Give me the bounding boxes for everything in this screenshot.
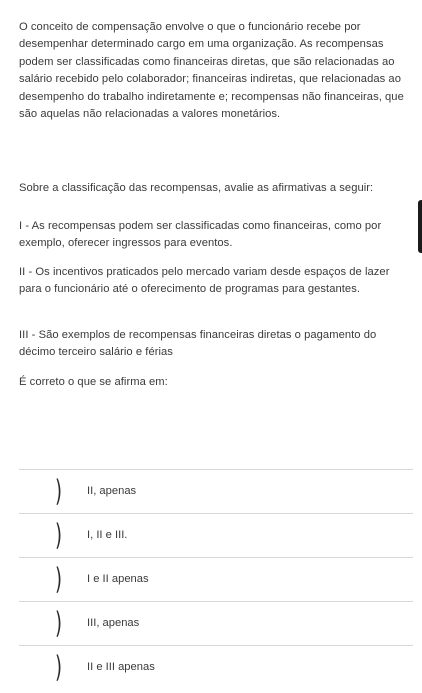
question-intro: O conceito de compensação envolve o que o funcionário recebe por desempenhar determinado cargo em uma organização. As recompensas podem ser classificadas como financeiras diretas, que são relacionadas ao salário recebido pelo colaborador; financeiras indiretas, que relacionadas ao desempenho do trabalho indiretamente e; recompensas não financeiras, que são aquelas não relacionadas a valores monetários. bbox=[19, 21, 404, 121]
side-panel-tab[interactable] bbox=[418, 200, 422, 253]
answer-options bbox=[19, 469, 413, 689]
answer-option-5[interactable] bbox=[19, 645, 413, 689]
option-label: I e II apenas bbox=[87, 573, 149, 585]
option-marker: ) bbox=[55, 562, 63, 596]
question-prompt: Sobre a classificação das recompensas, avalie as afirmativas a seguir: bbox=[19, 182, 374, 194]
answer-option-1[interactable] bbox=[19, 469, 413, 513]
option-marker: ) bbox=[55, 518, 63, 552]
option-label: III, apenas bbox=[87, 617, 140, 629]
answer-option-3[interactable] bbox=[19, 557, 413, 601]
statement-1: I - As recompensas podem ser classificadas como financeiras, como por exemplo, oferecer ingressos para eventos. bbox=[19, 220, 382, 250]
option-marker: ) bbox=[55, 650, 63, 684]
option-label: I, II e III. bbox=[87, 529, 128, 541]
question-ask: É correto o que se afirma em: bbox=[19, 376, 168, 388]
option-marker: ) bbox=[55, 606, 63, 640]
answer-option-4[interactable] bbox=[19, 601, 413, 645]
statement-3: III - São exemplos de recompensas financeiras diretas o pagamento do décimo terceiro salário e férias bbox=[19, 329, 377, 359]
answer-option-2[interactable] bbox=[19, 513, 413, 557]
option-marker: ) bbox=[55, 474, 63, 508]
statement-2: II - Os incentivos praticados pelo mercado variam desde espaços de lazer para o funcionário até o oferecimento de programas para gestantes. bbox=[19, 266, 390, 296]
option-label: II e III apenas bbox=[87, 661, 155, 673]
option-label: II, apenas bbox=[87, 485, 137, 497]
